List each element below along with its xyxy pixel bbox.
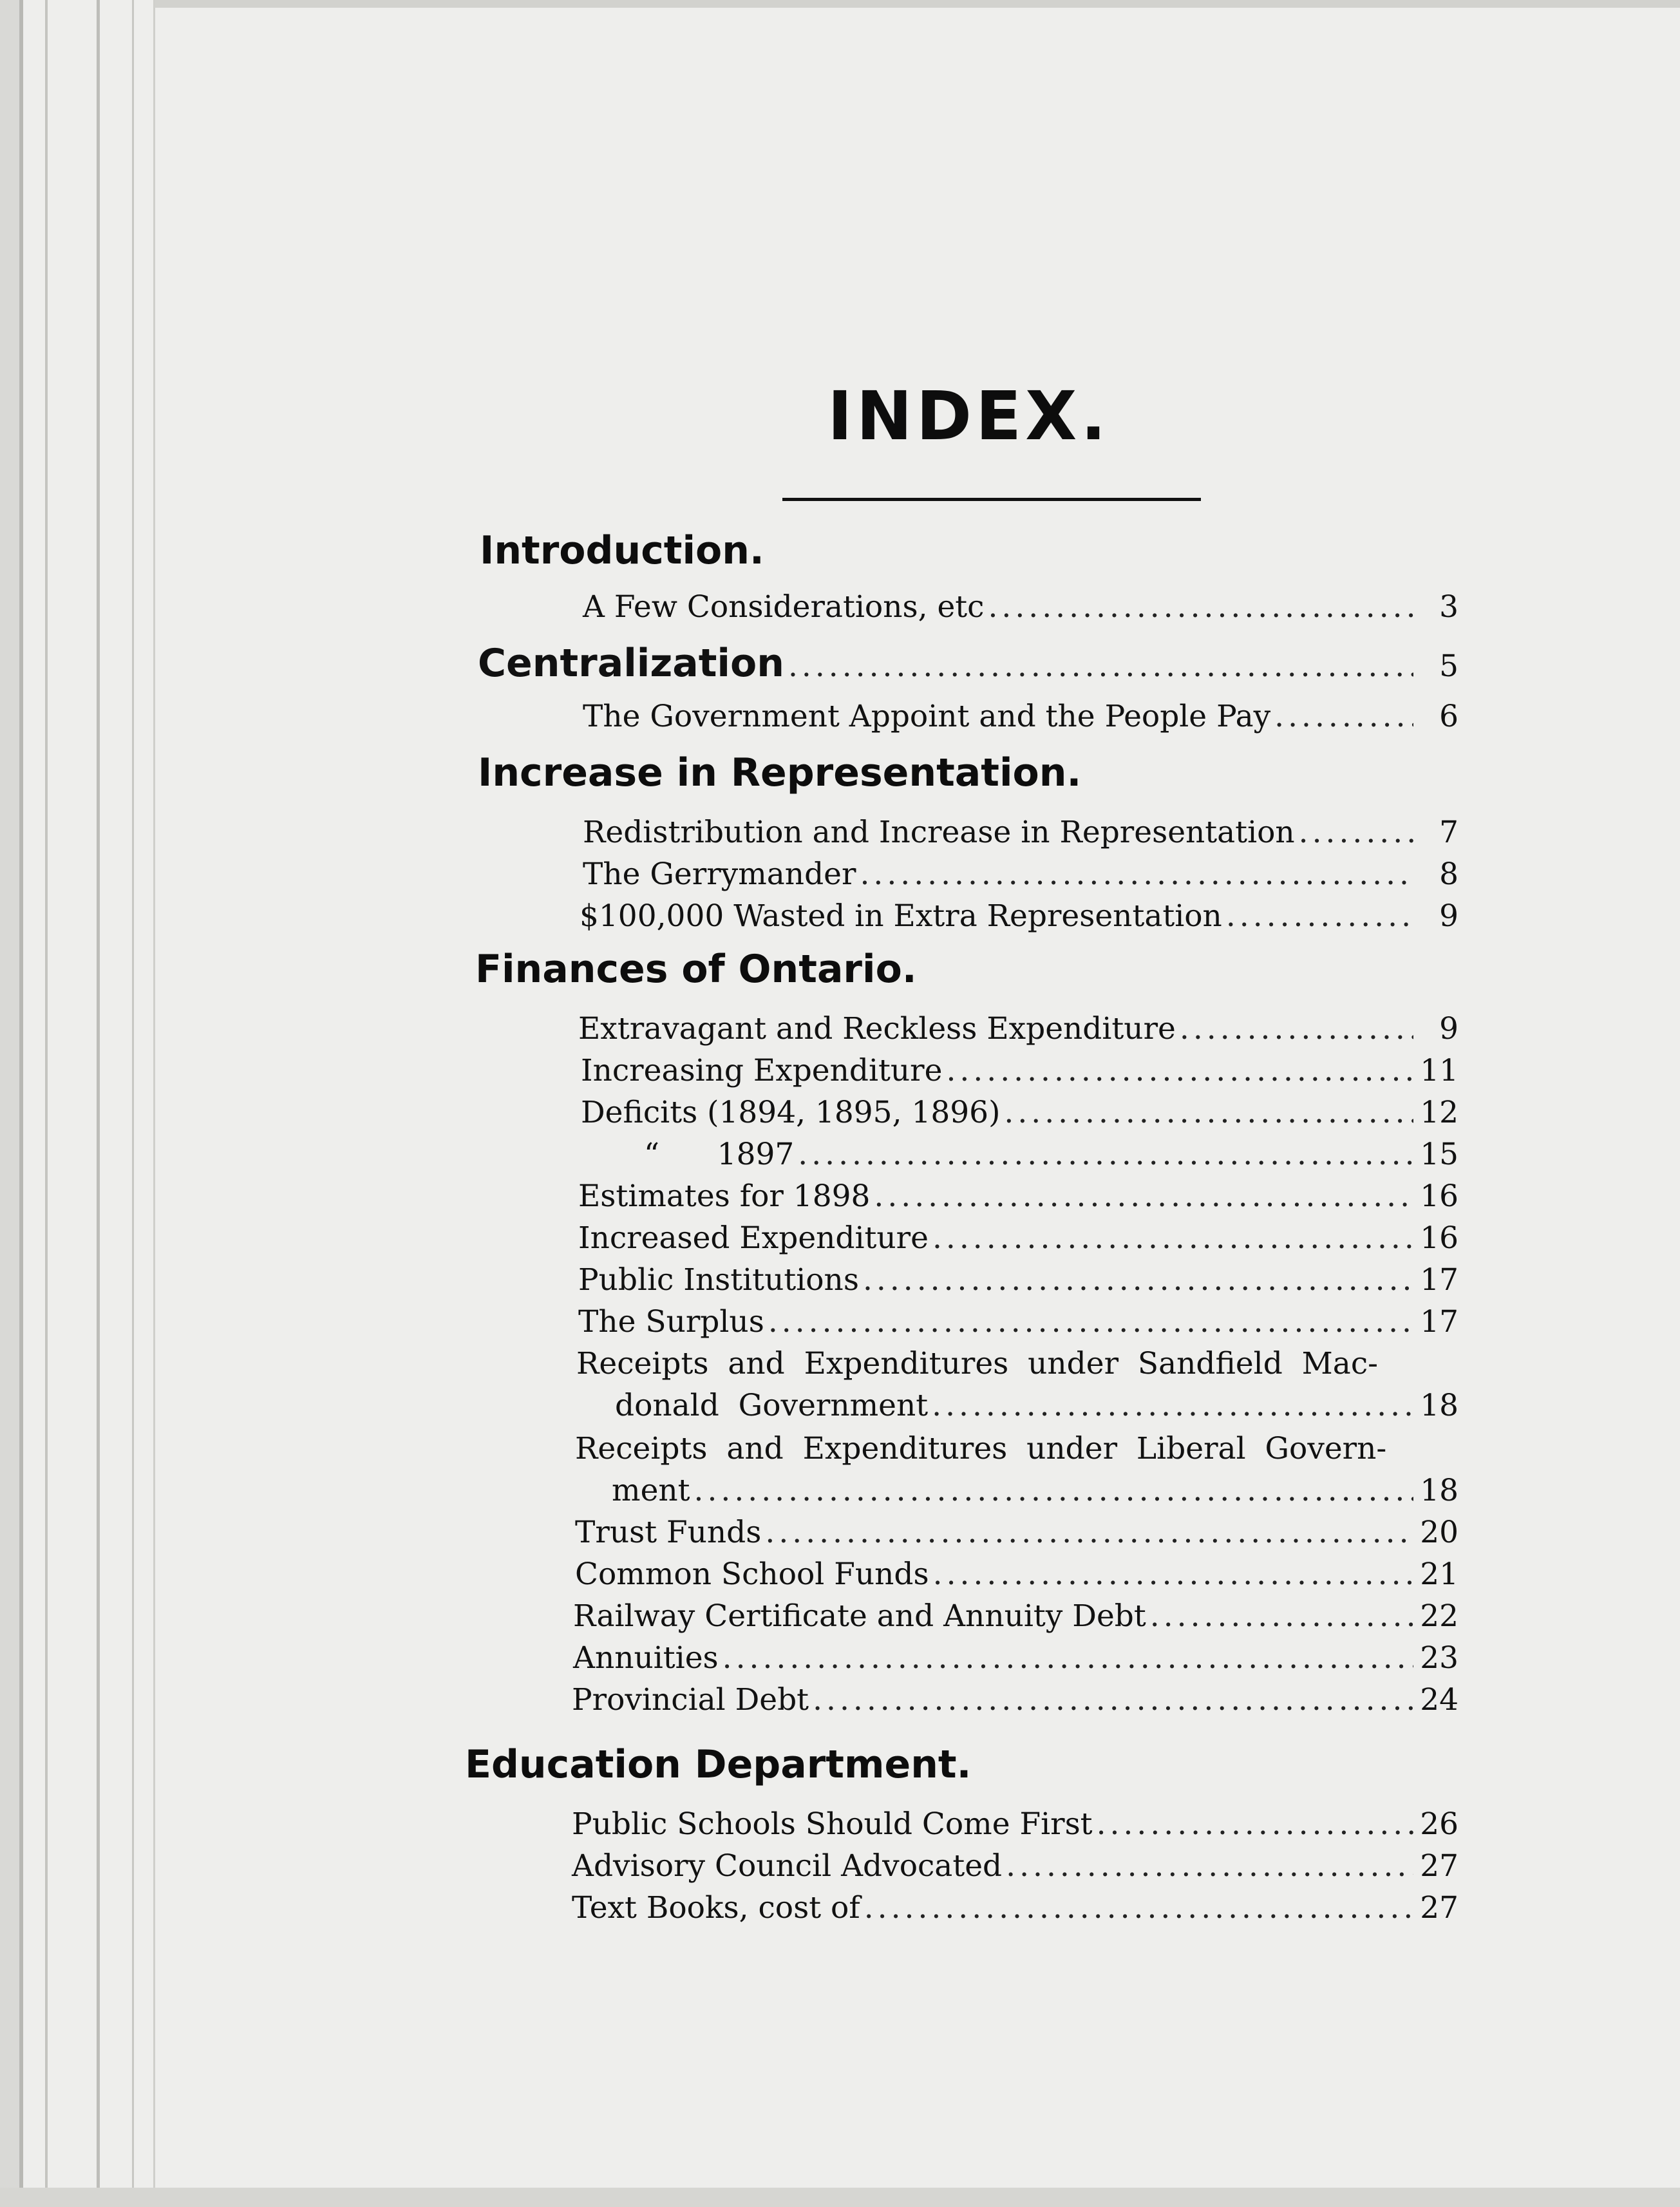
entry-page-number: 16 (1420, 1179, 1458, 1214)
entry-page-number: 26 (1420, 1806, 1458, 1842)
entry-page-number: 11 (1420, 1053, 1458, 1088)
index-entry (572, 1890, 1458, 1926)
entry-page-number: 20 (1420, 1515, 1458, 1550)
entry-label: Extravagant and Reckless Expenditure (578, 1011, 1176, 1047)
index-entry (572, 1806, 1458, 1842)
index-entry-centralization (478, 641, 1458, 686)
page-edge (45, 0, 48, 2207)
entry-label: Provincial Debt (572, 1682, 809, 1718)
index-entry (580, 898, 1458, 934)
entry-page-number: 17 (1420, 1262, 1458, 1298)
index-entry (644, 1137, 1458, 1172)
page-edge (132, 0, 134, 2207)
entry-label: Increasing Expenditure (581, 1053, 943, 1088)
entry-page-number: 17 (1420, 1304, 1458, 1340)
entry-page-number: 21 (1420, 1557, 1458, 1592)
entry-page-number: 9 (1439, 1011, 1458, 1047)
index-entry (581, 1053, 1458, 1088)
index-entry (573, 1640, 1458, 1676)
dot-leader (1150, 1598, 1413, 1634)
entry-page-number: 22 (1420, 1598, 1458, 1634)
entry-label-first-line: Receipts and Expenditures under Sandfield Mac- (576, 1346, 1379, 1381)
entry-label: The Gerrymander (583, 857, 856, 892)
index-entry (581, 1095, 1458, 1130)
page-edge-shadow (0, 0, 19, 2207)
section-heading-education: Education Department. (465, 1742, 972, 1787)
entry-label: Increased Expenditure (578, 1220, 929, 1256)
entry-label: ment (612, 1473, 690, 1508)
entry-page-number: 27 (1420, 1848, 1458, 1884)
entry-label: Trust Funds (575, 1515, 762, 1550)
entry-label: The Government Appoint and the People Pay (583, 699, 1271, 734)
index-entry (572, 1682, 1458, 1718)
entry-page-number: 18 (1420, 1473, 1458, 1508)
dot-leader (1097, 1806, 1413, 1842)
entry-page-number: 27 (1420, 1890, 1458, 1926)
entry-page-number: 5 (1439, 649, 1458, 684)
entry-page-number: 9 (1439, 898, 1458, 934)
entry-label: The Surplus (578, 1304, 764, 1340)
entry-page-number: 16 (1420, 1220, 1458, 1256)
index-entry (572, 1848, 1458, 1884)
index-entry (578, 1262, 1458, 1298)
entry-page-number: 18 (1420, 1388, 1458, 1423)
entry-label: A Few Considerations, etc (583, 589, 985, 625)
dot-leader (1004, 1095, 1413, 1130)
entry-label: Common School Funds (575, 1557, 929, 1592)
dot-leader (863, 1262, 1413, 1298)
dot-leader (765, 1515, 1413, 1550)
dot-leader (933, 1557, 1413, 1592)
index-entry (575, 1515, 1458, 1550)
entry-label: $100,000 Wasted in Extra Representation (580, 898, 1222, 934)
section-heading-finances: Finances of Ontario. (475, 947, 917, 992)
section-heading-introduction: Introduction. (480, 528, 764, 573)
dot-leader (1274, 699, 1413, 734)
dot-leader (768, 1304, 1413, 1340)
entry-label: Public Institutions (578, 1262, 859, 1298)
entry-label: Text Books, cost of (572, 1890, 860, 1926)
dot-leader (694, 1473, 1413, 1508)
index-entry (583, 857, 1458, 892)
index-entry (583, 699, 1458, 734)
dot-leader (988, 589, 1413, 625)
index-title: INDEX. (827, 377, 1110, 455)
dot-leader (946, 1053, 1413, 1088)
dot-leader (1006, 1848, 1413, 1884)
index-entry (575, 1557, 1458, 1592)
dot-leader (813, 1682, 1413, 1718)
index-entry (583, 589, 1458, 625)
index-entry (578, 1011, 1458, 1047)
dot-leader (860, 857, 1413, 892)
entry-label: Redistribution and Increase in Representation (583, 815, 1295, 850)
index-entry (578, 1179, 1458, 1214)
index-entry (578, 1304, 1458, 1340)
title-underline (782, 498, 1201, 501)
dot-leader (932, 1388, 1413, 1423)
entry-page-number: 12 (1420, 1095, 1458, 1130)
entry-label: Advisory Council Advocated (572, 1848, 1003, 1884)
page-edge (19, 0, 23, 2207)
entry-label: Public Schools Should Come First (572, 1806, 1093, 1842)
entry-page-number: 24 (1420, 1682, 1458, 1718)
index-entry (583, 815, 1458, 850)
entry-page-number: 15 (1420, 1137, 1458, 1172)
section-heading-centralization: Centralization (478, 641, 784, 686)
entry-label: Deficits (1894, 1895, 1896) (581, 1095, 1001, 1130)
entry-page-number: 8 (1439, 857, 1458, 892)
entry-label: Estimates for 1898 (578, 1179, 871, 1214)
entry-page-number: 23 (1420, 1640, 1458, 1676)
dot-leader (722, 1640, 1413, 1676)
entry-label: “ 1897 (644, 1137, 795, 1172)
entry-page-number: 7 (1439, 815, 1458, 850)
dot-leader (864, 1890, 1413, 1926)
index-entry (615, 1388, 1458, 1423)
index-entry (612, 1473, 1458, 1508)
page-edge (97, 0, 100, 2207)
dot-leader (1299, 815, 1413, 850)
dot-leader (1180, 1011, 1413, 1047)
page-bottom-edge (0, 2188, 1680, 2207)
entry-page-number: 3 (1439, 589, 1458, 625)
index-entry (573, 1598, 1458, 1634)
entry-label: Railway Certificate and Annuity Debt (573, 1598, 1146, 1634)
dot-leader (788, 649, 1413, 684)
dot-leader (1226, 898, 1413, 934)
page-top-edge (155, 0, 1680, 8)
dot-leader (932, 1220, 1413, 1256)
entry-label-first-line: Receipts and Expenditures under Liberal Govern- (575, 1431, 1387, 1466)
page-edge (153, 0, 155, 2207)
index-entry (578, 1220, 1458, 1256)
dot-leader (798, 1137, 1413, 1172)
dot-leader (874, 1179, 1413, 1214)
entry-label: donald Government (615, 1388, 929, 1423)
section-heading-representation: Increase in Representation. (478, 750, 1082, 795)
entry-page-number: 6 (1439, 699, 1458, 734)
entry-label: Annuities (573, 1640, 719, 1676)
